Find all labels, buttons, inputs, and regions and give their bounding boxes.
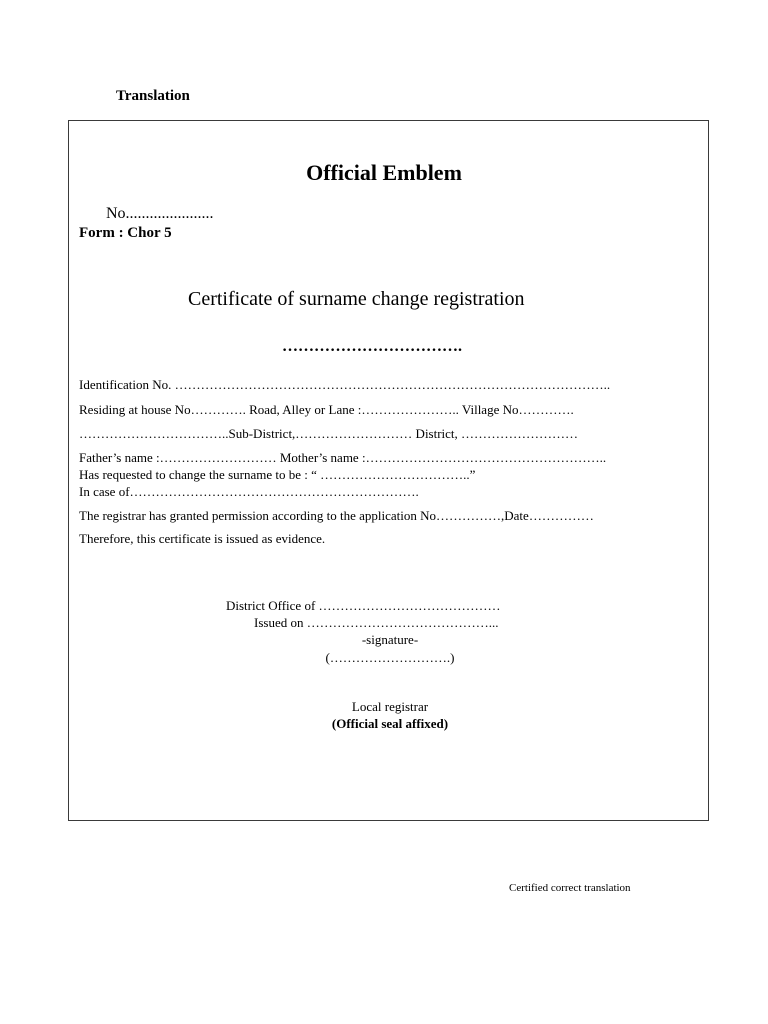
official-seal-note: (Official seal affixed) bbox=[331, 716, 449, 731]
district-line: ……………………………..Sub-District,……………………… District, ……………………… bbox=[79, 426, 579, 441]
identification-line: Identification No. ……………………………………………………………………………………….. bbox=[79, 377, 611, 392]
signature-label: -signature- bbox=[361, 632, 419, 647]
signature-name: (……………………….) bbox=[325, 650, 455, 665]
certified-translation-note: Certified correct translation bbox=[509, 882, 631, 894]
parents-line: Father’s name :……………………… Mother’s name :……………………………………………….. bbox=[79, 450, 607, 465]
translation-heading: Translation bbox=[116, 88, 190, 104]
in-case-of-line: In case of…………………………………………………………. bbox=[79, 484, 419, 499]
permission-line: The registrar has granted permission according to the application No……………,Date…………… bbox=[79, 508, 594, 523]
issued-on-line: Issued on ……………………………………... bbox=[254, 615, 499, 630]
evidence-line: Therefore, this certificate is issued as evidence. bbox=[79, 531, 326, 546]
certificate-title: Certificate of surname change registration bbox=[188, 288, 525, 310]
official-emblem-title: Official Emblem bbox=[306, 160, 462, 185]
certificate-number: No...................... bbox=[106, 205, 214, 222]
title-dots: ……………………………. bbox=[282, 338, 462, 355]
residence-line: Residing at house No…………. Road, Alley or Lane :………………….. Village No…………. bbox=[79, 402, 574, 417]
local-registrar-label: Local registrar bbox=[351, 699, 429, 714]
district-office-line: District Office of …………………………………… bbox=[226, 598, 501, 613]
form-label: Form : Chor 5 bbox=[79, 225, 172, 241]
requested-surname-line: Has requested to change the surname to be : “ ……………………………..” bbox=[79, 467, 476, 482]
